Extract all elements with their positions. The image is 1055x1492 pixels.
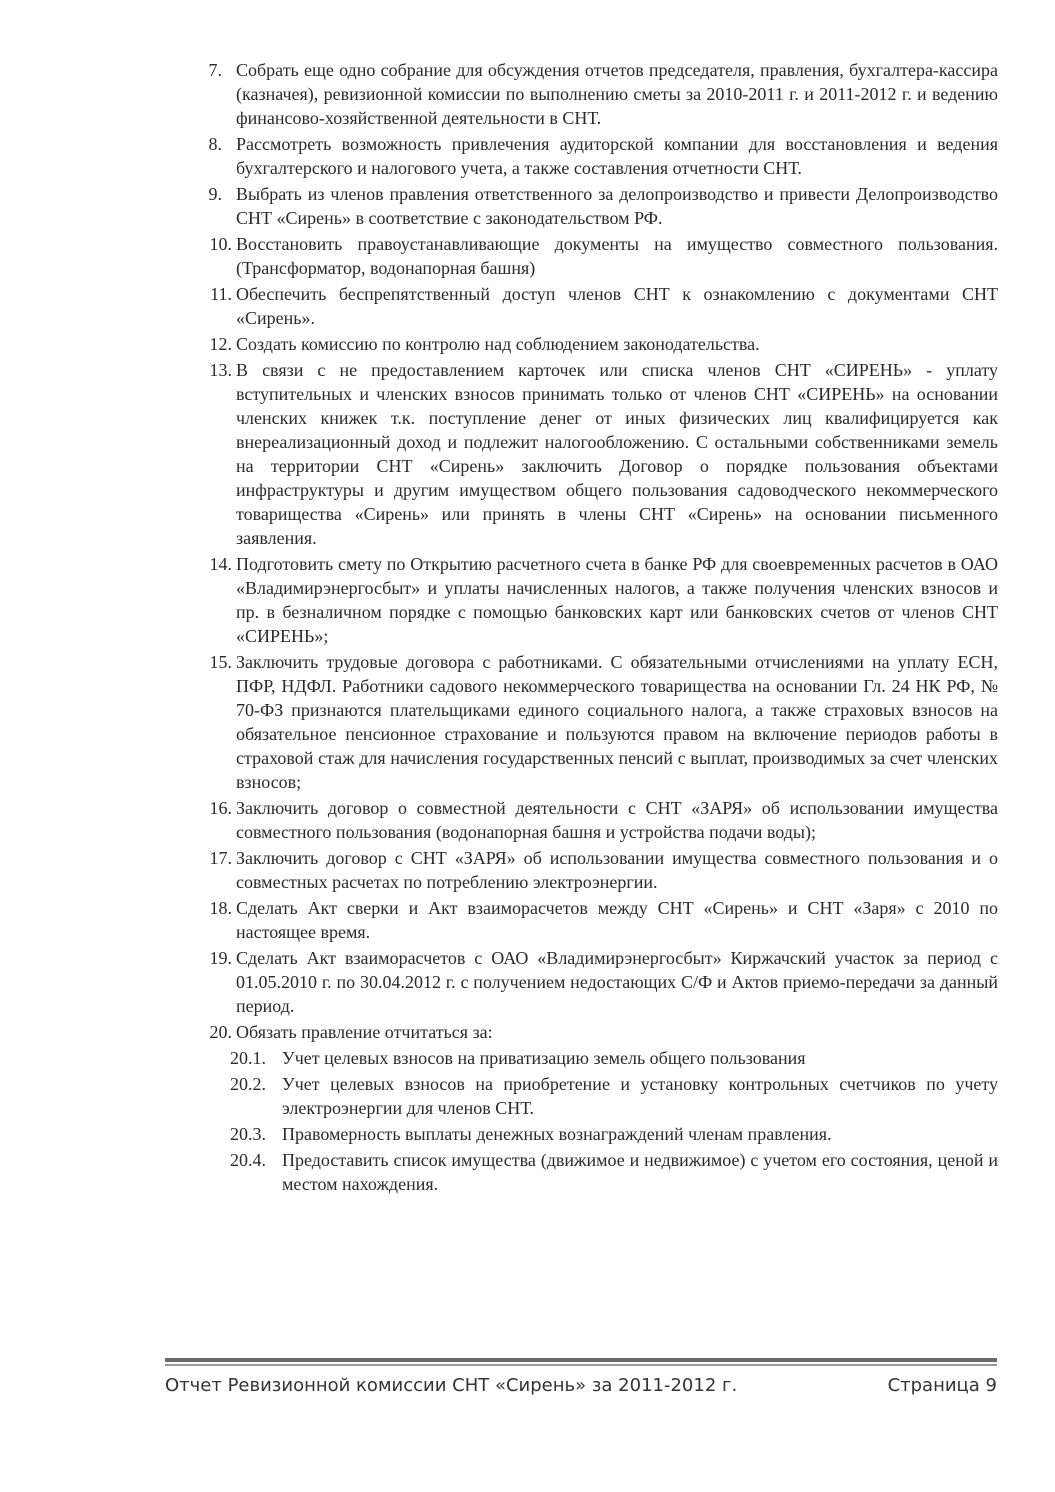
item-text: Обязать правление отчитаться за: <box>236 1022 493 1042</box>
sub-list-item <box>196 1072 998 1120</box>
subitem-text: Учет целевых взносов на приобретение и установку контрольных счетчиков по учету электроэнергии для членов СНТ. <box>282 1074 998 1118</box>
item-number: 9. <box>208 184 222 204</box>
footer-divider-thin <box>165 1364 997 1366</box>
item-number: 14. <box>209 554 232 574</box>
item-number: 7. <box>208 60 222 80</box>
item-number: 17. <box>209 848 232 868</box>
subitem-text: Правомерность выплаты денежных вознаграждений членам правления. <box>282 1124 832 1144</box>
item-number: 19. <box>209 948 232 968</box>
item-number: 8. <box>208 134 222 154</box>
item-number: 13. <box>209 360 232 380</box>
list-item <box>196 896 998 944</box>
item-text: Заключить договор с СНТ «ЗАРЯ» об использовании имущества совместного пользования и о совместных расчетах по потреблению электроэнергии. <box>236 848 998 892</box>
list-item <box>196 132 998 180</box>
list-item <box>196 182 998 230</box>
list-item <box>196 282 998 330</box>
list-item <box>196 332 998 356</box>
list-item <box>196 358 998 550</box>
subitem-text: Учет целевых взносов на приватизацию земель общего пользования <box>282 1048 806 1068</box>
item-text: Заключить договор о совместной деятельности с СНТ «ЗАРЯ» об использовании имущества совместного пользования (водонапорная башня и устройства подачи воды); <box>236 798 998 842</box>
sub-list-item <box>196 1046 998 1070</box>
list-item <box>196 846 998 894</box>
list-item <box>196 1020 998 1044</box>
sub-list-item <box>196 1122 998 1146</box>
item-text: Рассмотреть возможность привлечения аудиторской компании для восстановления и ведения бухгалтерского и налогового учета, а также составления отчетности СНТ. <box>236 134 998 178</box>
footer-title: Отчет Ревизионной комиссии СНТ «Сирень» за 2011-2012 г. <box>165 1375 738 1396</box>
subitem-number: 20.4. <box>230 1150 266 1170</box>
item-text: Выбрать из членов правления ответственного за делопроизводство и привести Делопроизводство СНТ «Сирень» в соответствие с законодательством РФ. <box>236 184 998 228</box>
item-text: Сделать Акт сверки и Акт взаиморасчетов между СНТ «Сирень» и СНТ «Заря» с 2010 по настоящее время. <box>236 898 998 942</box>
item-number: 15. <box>209 652 232 672</box>
page-number: Страница 9 <box>887 1375 997 1396</box>
subitem-number: 20.1. <box>230 1048 266 1068</box>
item-number: 10. <box>209 234 232 254</box>
list-item <box>196 58 998 130</box>
list-item <box>196 552 998 648</box>
item-number: 12. <box>209 334 232 354</box>
subitem-number: 20.3. <box>230 1124 266 1144</box>
item-text: Сделать Акт взаиморасчетов с ОАО «Владимирэнергосбыт» Киржачский участок за период с 01.05.2010 г. по 30.04.2012 г. с получением недостающих С/Ф и Актов приемо-передачи за данный период. <box>236 948 998 1016</box>
subitem-text: Предоставить список имущества (движимое и недвижимое) с учетом его состояния, ценой и местом нахождения. <box>282 1150 998 1194</box>
sub-list-item <box>196 1148 998 1196</box>
item-text: Собрать еще одно собрание для обсуждения отчетов председателя, правления, бухгалтера-кассира (казначея), ревизионной комиссии по выполнению сметы за 2010-2011 г. и 2011-2012 г. и ведению финансово-хозяйственной деятельности в СНТ. <box>236 60 998 128</box>
item-text: Восстановить правоустанавливающие документы на имущество совместного пользования. (Трансформатор, водонапорная башня) <box>236 234 998 278</box>
numbered-list <box>196 58 998 1198</box>
item-number: 20. <box>209 1022 232 1042</box>
list-item <box>196 796 998 844</box>
item-number: 16. <box>209 798 232 818</box>
list-item <box>196 232 998 280</box>
item-number: 18. <box>209 898 232 918</box>
list-item <box>196 946 998 1018</box>
item-text: Заключить трудовые договора с работниками. С обязательными отчислениями на уплату ЕСН, ПФР, НДФЛ. Работники садового некоммерческого товарищества на основании Гл. 24 НК РФ, № 70-ФЗ признаются плательщиками единого социального налога, а также страховых взносов на обязательное пенсионное страхование и пользуются правом на включение периодов работы в страховой стаж для начисления государственных пенсий с выплат, производимых за счет членских взносов; <box>236 652 998 792</box>
footer-divider <box>165 1358 997 1362</box>
item-number: 11. <box>210 284 232 304</box>
subitem-number: 20.2. <box>230 1074 266 1094</box>
item-text: Обеспечить беспрепятственный доступ членов СНТ к ознакомлению с документами СНТ «Сирень». <box>236 284 998 328</box>
item-text: Подготовить смету по Открытию расчетного счета в банке РФ для своевременных расчетов в ОАО «Владимирэнергосбыт» и уплаты начисленных налогов, а также получения членских взносов и пр. в безналичном порядке с помощью банковских карт или банковских счетов от членов СНТ «СИРЕНЬ»; <box>236 554 998 646</box>
item-text: В связи с не предоставлением карточек или списка членов СНТ «СИРЕНЬ» - уплату вступительных и членских взносов принимать только от членов СНТ «СИРЕНЬ» на основании членских книжек т.к. поступление денег от иных физических лиц квалифицируется как внереализационный доход и подлежит налогообложению. С остальными собственниками земель на территории СНТ «Сирень» заключить Договор о порядке пользования объектами инфраструктуры и другим имуществом общего пользования садоводческого некоммерческого товарищества «Сирень» или принять в члены СНТ «Сирень» на основании письменного заявления. <box>236 360 998 548</box>
list-item <box>196 650 998 794</box>
item-text: Создать комиссию по контролю над соблюдением законодательства. <box>236 334 760 354</box>
